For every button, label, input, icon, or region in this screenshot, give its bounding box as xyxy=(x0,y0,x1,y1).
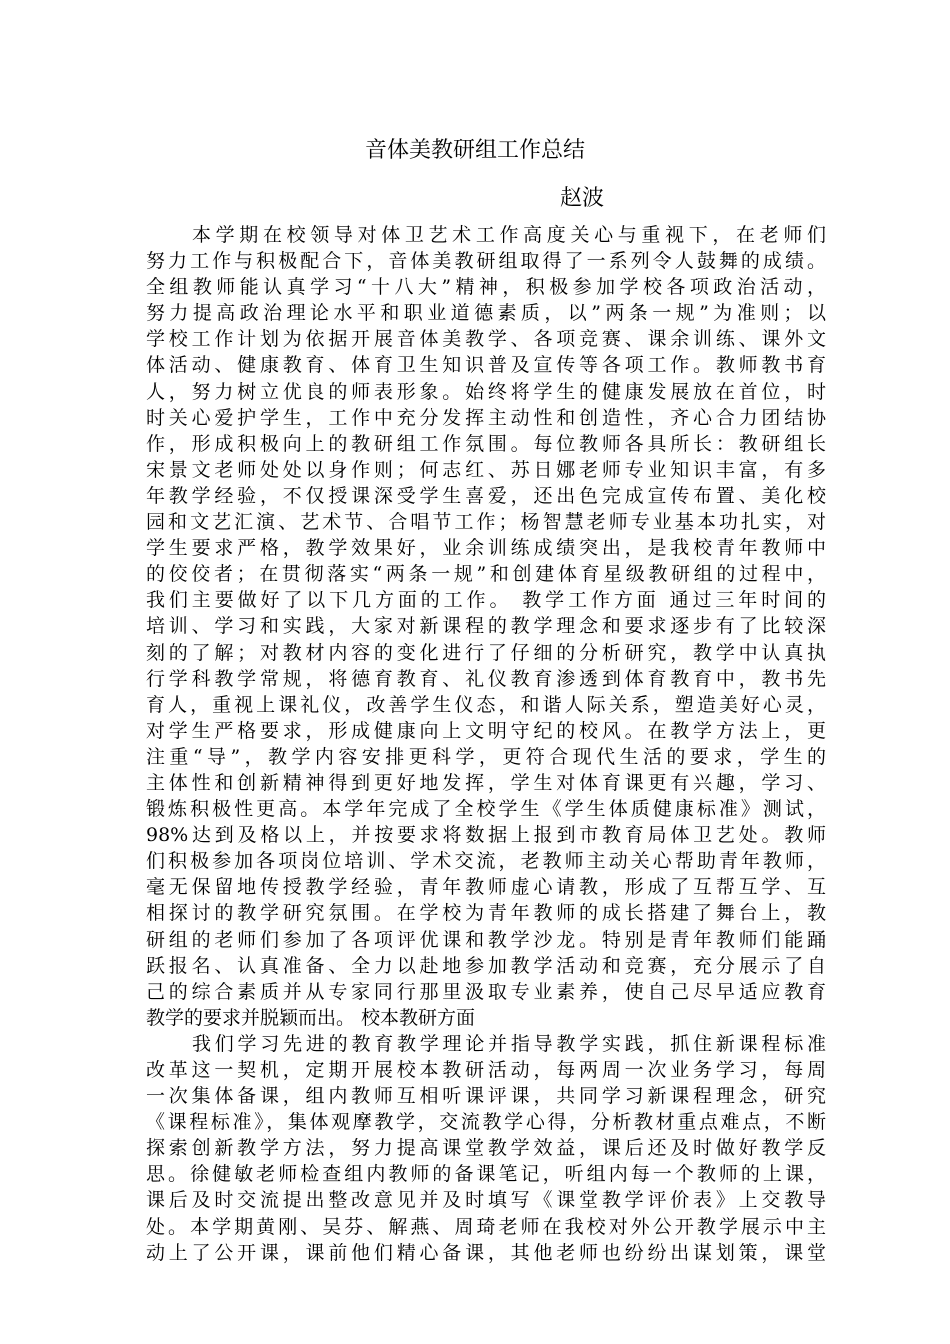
text-line: 宋景文老师处处以身作则；何志红、苏日娜老师专业知识丰富，有多 xyxy=(146,458,826,481)
text-line: 时关心爱护学生，工作中充分发挥主动性和创造性，齐心合力团结协 xyxy=(146,406,826,429)
text-line: 毫无保留地传授教学经验，青年教师虚心请教，形成了互帮互学、互 xyxy=(146,876,826,899)
text-line: 98%达到及格以上，并按要求将数据上报到市教育局体卫艺处。教师 xyxy=(146,824,826,847)
text-line: 课后及时交流提出整改意见并及时填写《课堂教学评价表》上交教导 xyxy=(146,1189,826,1212)
text-line: 教学的要求并脱颖而出。 校本教研方面 xyxy=(146,1006,476,1029)
text-line: 们积极参加各项岗位培训、学术交流，老教师主动关心帮助青年教师， xyxy=(146,850,826,873)
text-line: 研组的老师们参加了各项评优课和教学沙龙。特别是青年教师们能踊 xyxy=(146,928,826,951)
text-line: 跃报名、认真准备、全力以赴地参加教学活动和竞赛，充分展示了自 xyxy=(146,954,826,977)
text-line: 年教学经验，不仅授课深受学生喜爱，还出色完成宣传布置、美化校 xyxy=(146,484,826,507)
text-line: 学生要求严格，教学效果好，业余训练成绩突出，是我校青年教师中 xyxy=(146,537,826,560)
text-line: 一次集体备课，组内教师互相听课评课，共同学习新课程理念，研究 xyxy=(146,1085,826,1108)
document-title: 音体美教研组工作总结 xyxy=(364,138,585,163)
text-line: 全组教师能认真学习“十八大”精神，积极参加学校各项政治活动， xyxy=(146,276,826,299)
text-line: 主体性和创新精神得到更好地发挥，学生对体育课更有兴趣，学习、 xyxy=(146,771,826,794)
text-line: 人，努力树立优良的师表形象。始终将学生的健康发展放在首位，时 xyxy=(146,380,826,403)
text-line: 动上了公开课，课前他们精心备课，其他老师也纷纷出谋划策，课堂 xyxy=(146,1241,826,1264)
text-line: 探索创新教学方法，努力提高课堂教学效益，课后还及时做好教学反 xyxy=(146,1137,826,1160)
text-line: 努力工作与积极配合下，音体美教研组取得了一系列令人鼓舞的成绩。 xyxy=(146,250,826,273)
text-line: 锻炼积极性更高。本学年完成了全校学生《学生体质健康标准》测试， xyxy=(146,798,826,821)
text-line: 育人，重视上课礼仪，改善学生仪态，和谐人际关系，塑造美好心灵， xyxy=(146,693,826,716)
text-line: 相探讨的教学研究氛围。在学校为青年教师的成长搭建了舞台上，教 xyxy=(146,902,826,925)
text-line: 园和文艺汇演、艺术节、合唱节工作；杨智慧老师专业基本功扎实，对 xyxy=(146,511,826,534)
text-line: 改革这一契机，定期开展校本教研活动，每两周一次业务学习，每周 xyxy=(146,1059,826,1081)
text-line: 学校工作计划为依据开展音体美教学、各项竞赛、课余训练、课外文 xyxy=(146,328,826,351)
text-line: 对学生严格要求，形成健康向上文明守纪的校风。在教学方法上，更 xyxy=(146,719,826,742)
text-line: 体活动、健康教育、体育卫生知识普及宣传等各项工作。教师教书育 xyxy=(146,354,826,377)
text-line: 己的综合素质并从专家同行那里汲取专业素养，使自己尽早适应教育 xyxy=(146,980,826,1003)
text-line: 处。本学期黄刚、吴芬、解燕、周琦老师在我校对外公开教学展示中主 xyxy=(146,1215,826,1238)
text-line: 我们主要做好了以下几方面的工作。 教学工作方面 通过三年时间的 xyxy=(146,589,826,612)
text-line: 行学科教学常规，将德育教育、礼仪教育渗透到体育教育中，教书先 xyxy=(146,667,826,690)
text-line: 本学期在校领导对体卫艺术工作高度关心与重视下，在老师们 xyxy=(192,224,826,246)
text-line: 的佼佼者；在贯彻落实“两条一规”和创建体育星级教研组的过程中， xyxy=(146,563,826,586)
document-author: 赵波 xyxy=(560,186,605,211)
text-line: 注重“导”，教学内容安排更科学，更符合现代生活的要求，学生的 xyxy=(146,745,826,768)
text-line: 《课程标准》，集体观摩教学，交流教学心得，分析教材重点难点，不断 xyxy=(146,1111,826,1134)
text-line: 作，形成积极向上的教研组工作氛围。每位教师各具所长：教研组长 xyxy=(146,432,826,455)
text-line: 我们学习先进的教育教学理论并指导教学实践，抓住新课程标准 xyxy=(192,1032,826,1055)
text-line: 思。徐健敏老师检查组内教师的备课笔记，听组内每一个教师的上课， xyxy=(146,1163,826,1186)
text-line: 努力提高政治理论水平和职业道德素质，以”两条一规”为准则；以 xyxy=(146,302,826,325)
document-body xyxy=(146,222,826,1266)
text-line: 刻的了解；对教材内容的变化进行了仔细的分析研究，教学中认真执 xyxy=(146,641,826,664)
text-line: 培训、学习和实践，大家对新课程的教学理念和要求逐步有了比较深 xyxy=(146,615,826,638)
